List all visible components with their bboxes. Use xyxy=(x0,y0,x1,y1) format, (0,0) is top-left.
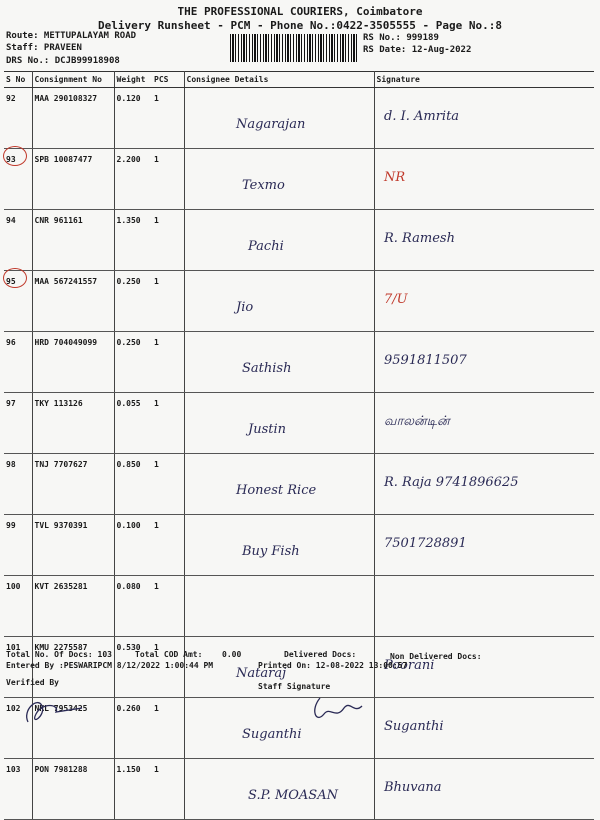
row-sno: 102 xyxy=(4,698,32,759)
handwritten-consignee: Nataraj xyxy=(236,666,287,681)
col-weight: Weight xyxy=(114,72,152,88)
row-pcs: 1 xyxy=(152,332,184,393)
total-cod-amount: 0.00 xyxy=(222,650,242,659)
rs-date: RS Date: 12-Aug-2022 xyxy=(363,45,472,55)
row-weight: 0.055 xyxy=(114,393,152,454)
handwritten-signature: வாலன்டின் xyxy=(384,414,450,429)
row-weight: 0.260 xyxy=(114,698,152,759)
row-consignment: HRD 704049099 xyxy=(32,332,114,393)
handwritten-signature: 9591811507 xyxy=(384,353,467,368)
row-weight: 0.120 xyxy=(114,88,152,149)
col-consignment: Consignment No xyxy=(32,72,114,88)
verified-by-label: Verified By xyxy=(6,678,59,687)
row-consignment: KVT 2635281 xyxy=(32,576,114,637)
row-consignee-cell xyxy=(184,576,374,637)
row-pcs: 1 xyxy=(152,637,184,698)
row-consignment: PON 7981288 xyxy=(32,759,114,820)
handwritten-signature: d. I. Amrita xyxy=(384,109,460,124)
row-sno: 92 xyxy=(4,88,32,149)
entered-by: Entered By :PESWARIPCM 8/12/2022 1:00:44 PM xyxy=(6,661,214,670)
row-consignment: CNR 961161 xyxy=(32,210,114,271)
row-consignee-cell xyxy=(184,271,374,332)
handwritten-consignee: Sathish xyxy=(242,361,292,376)
row-consignment: NKL 7953425 xyxy=(32,698,114,759)
row-weight: 0.530 xyxy=(114,637,152,698)
handwritten-consignee: Honest Rice xyxy=(236,483,317,498)
row-pcs: 1 xyxy=(152,515,184,576)
row-pcs: 1 xyxy=(152,271,184,332)
runsheet-title: THE PROFESSIONAL COURIERS, Coimbatore xyxy=(177,5,423,18)
handwritten-signature: 7501728891 xyxy=(384,536,467,551)
row-consignment: TNJ 7707627 xyxy=(32,454,114,515)
row-sno: 100 xyxy=(4,576,32,637)
row-weight: 1.150 xyxy=(114,759,152,820)
handwritten-signature: Bhuvana xyxy=(384,780,442,795)
verified-by-signature xyxy=(20,692,90,732)
handwritten-consignee: Justin xyxy=(248,422,287,437)
row-sno: 97 xyxy=(4,393,32,454)
row-sno: 94 xyxy=(4,210,32,271)
row-sno: 101 xyxy=(4,637,32,698)
table-row xyxy=(4,332,594,393)
row-consignment: KMU 2275587 xyxy=(32,637,114,698)
row-pcs: 1 xyxy=(152,88,184,149)
row-sno: 103 xyxy=(4,759,32,820)
row-consignment: TKY 113126 xyxy=(32,393,114,454)
barcode-image xyxy=(230,34,358,62)
total-docs: Total No. Of Docs: 103 xyxy=(6,650,112,659)
row-pcs: 1 xyxy=(152,149,184,210)
table-row xyxy=(4,271,594,332)
red-circle-mark xyxy=(3,268,27,288)
row-weight: 0.100 xyxy=(114,515,152,576)
handwritten-consignee: S.P. MOASAN xyxy=(248,788,338,803)
handwritten-signature: Suganthi xyxy=(384,719,444,734)
row-pcs: 1 xyxy=(152,454,184,515)
handwritten-consignee: Texmo xyxy=(242,178,285,193)
row-pcs: 1 xyxy=(152,698,184,759)
row-consignment: MAA 567241557 xyxy=(32,271,114,332)
row-sno: 95 xyxy=(4,271,32,332)
row-weight: 0.850 xyxy=(114,454,152,515)
staff-signature-mark xyxy=(306,690,366,730)
row-signature-cell xyxy=(374,576,594,637)
staff-signature-label: Staff Signature xyxy=(258,682,331,691)
total-cod-label: Total COD Amt: xyxy=(135,650,203,659)
row-sno: 96 xyxy=(4,332,32,393)
runsheet-subtitle: Delivery Runsheet - PCM - Phone No.:0422-3505555 - Page No.:8 xyxy=(98,19,502,32)
handwritten-signature: 7/U xyxy=(384,292,408,307)
row-weight: 2.200 xyxy=(114,149,152,210)
col-pcs: PCS xyxy=(152,72,184,88)
table-row xyxy=(4,393,594,454)
non-delivered-docs: Non Delivered Docs: xyxy=(390,652,482,661)
row-weight: 1.350 xyxy=(114,210,152,271)
row-pcs: 1 xyxy=(152,210,184,271)
row-weight: 0.250 xyxy=(114,332,152,393)
handwritten-consignee: Buy Fish xyxy=(242,544,300,559)
runsheet-table xyxy=(4,71,594,820)
col-consignee: Consignee Details xyxy=(184,72,374,88)
red-circle-mark xyxy=(3,146,27,166)
table-row xyxy=(4,149,594,210)
row-pcs: 1 xyxy=(152,759,184,820)
table-row xyxy=(4,210,594,271)
rs-number: RS No.: 999189 xyxy=(363,33,439,43)
row-weight: 0.080 xyxy=(114,576,152,637)
handwritten-consignee: Jio xyxy=(236,300,254,315)
table-row xyxy=(4,576,594,637)
row-sno: 98 xyxy=(4,454,32,515)
handwritten-consignee: Suganthi xyxy=(242,727,302,742)
drs-number: DRS No.: DCJB99918908 xyxy=(6,56,120,66)
row-consignment: SPB 10087477 xyxy=(32,149,114,210)
handwritten-signature: NR xyxy=(384,170,406,185)
handwritten-signature: R. Ramesh xyxy=(384,231,455,246)
row-pcs: 1 xyxy=(152,393,184,454)
row-consignment: TVL 9370391 xyxy=(32,515,114,576)
row-signature-cell xyxy=(374,149,594,210)
staff-label: Staff: PRAVEEN xyxy=(6,43,82,53)
col-signature: Signature xyxy=(374,72,594,88)
table-header-row xyxy=(4,72,594,88)
row-sno: 93 xyxy=(4,149,32,210)
handwritten-consignee: Nagarajan xyxy=(236,117,306,132)
printed-on: Printed On: 12-08-2022 13:00:57 xyxy=(258,661,408,670)
handwritten-signature: Poorani xyxy=(384,658,435,673)
route-label: Route: METTUPALAYAM ROAD xyxy=(6,31,137,41)
row-weight: 0.250 xyxy=(114,271,152,332)
handwritten-signature: R. Raja 9741896625 xyxy=(384,475,519,490)
delivered-docs: Delivered Docs: xyxy=(284,650,357,659)
col-sno: S No xyxy=(4,72,32,88)
row-consignment: MAA 290108327 xyxy=(32,88,114,149)
handwritten-consignee: Pachi xyxy=(248,239,284,254)
row-sno: 99 xyxy=(4,515,32,576)
row-pcs: 1 xyxy=(152,576,184,637)
